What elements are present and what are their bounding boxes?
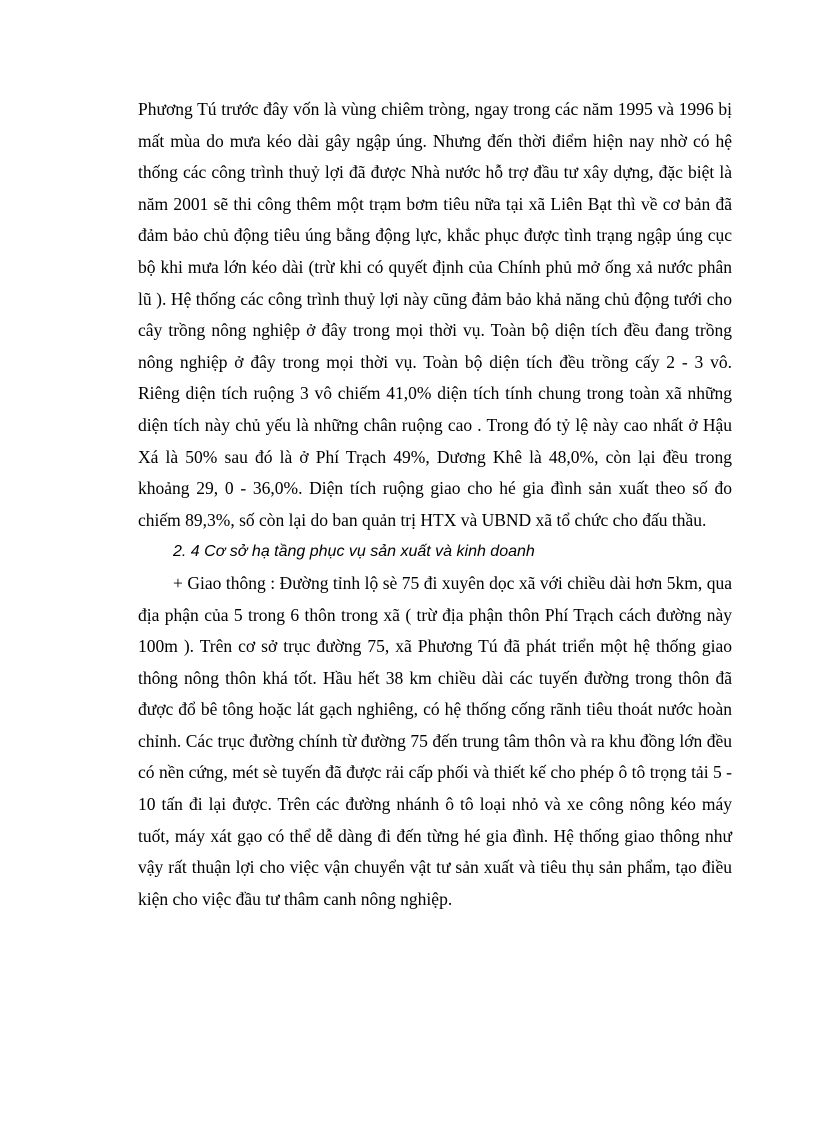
paragraph-irrigation: Phương Tú trước đây vốn là vùng chiêm tròng, ngay trong các năm 1995 và 1996 bị mất mùa do mưa kéo dài gây ngập úng. Nhưng đến thời điểm hiện nay nhờ có hệ thống các công trình thuỷ lợi đã được Nhà nước hỗ trợ đầu tư xây dựng, đặc biệt là năm 2001 sẽ thi công thêm một trạm bơm tiêu nữa tại xã Liên Bạt thì về cơ bản đã đảm bảo chủ động tiêu úng bằng động lực, khắc phục được tình trạng ngập úng cục bộ khi mưa lớn kéo dài (trừ khi có quyết định của Chính phủ mở ống xả nước phân lũ ). Hệ thống các công trình thuỷ lợi này cũng đảm bảo khả năng chủ động tưới cho cây trồng nông nghiệp ở đây trong mọi thời vụ. Toàn bộ diện tích đều đang trồng nông nghiệp ở đây trong mọi thời vụ. Toàn bộ diện tích đều trồng cấy 2 - 3 vô. Riêng diện tích ruộng 3 vô chiếm 41,0% diện tích tính chung trong toàn xã những diện tích này chủ yếu là những chân ruộng cao . Trong đó tỷ lệ này cao nhất ở Hậu Xá là 50% sau đó là ở Phí Trạch 49%, Dương Khê là 48,0%, còn lại đều trong khoảng 29, 0 - 36,0%. Diện tích ruộng giao cho hé gia đình sản xuất theo số đo chiếm 89,3%, số còn lại do ban quản trị HTX và UBND xã tổ chức cho đấu thầu.	[138, 99, 732, 530]
section-heading: 2. 4 Cơ sở hạ tầng phục vụ sản xuất và kinh doanh	[173, 543, 535, 561]
document-body	[138, 94, 732, 915]
paragraph-transport: + Giao thông : Đường tỉnh lộ sè 75 đi xuyên dọc xã với chiều dài hơn 5km, qua địa phận của 5 trong 6 thôn trong xã ( trừ địa phận thôn Phí Trạch cách đường này 100m ). Trên cơ sở trục đường 75, xã Phương Tú đã phát triển một hệ thống giao thông nông thôn khá tốt. Hầu hết 38 km chiều dài các tuyến đường trong thôn đã được đổ bê tông hoặc lát gạch nghiêng, có hệ thống cống rãnh tiêu thoát nước hoàn chỉnh. Các trục đường chính từ đường 75 đến trung tâm thôn và ra khu đồng lớn đều có nền cứng, mét sè tuyến đã được rải cấp phối và thiết kế cho phép ô tô trọng tải 5 - 10 tấn đi lại được. Trên các đường nhánh ô tô loại nhỏ và xe công nông kéo máy tuốt, máy xát gạo có thể dễ dàng đi đến từng hé gia đình. Hệ thống giao thông như vậy rất thuận lợi cho việc vận chuyển vật tư sản xuất và tiêu thụ sản phẩm, tạo điều kiện cho việc đầu tư thâm canh nông nghiệp.	[138, 572, 732, 909]
